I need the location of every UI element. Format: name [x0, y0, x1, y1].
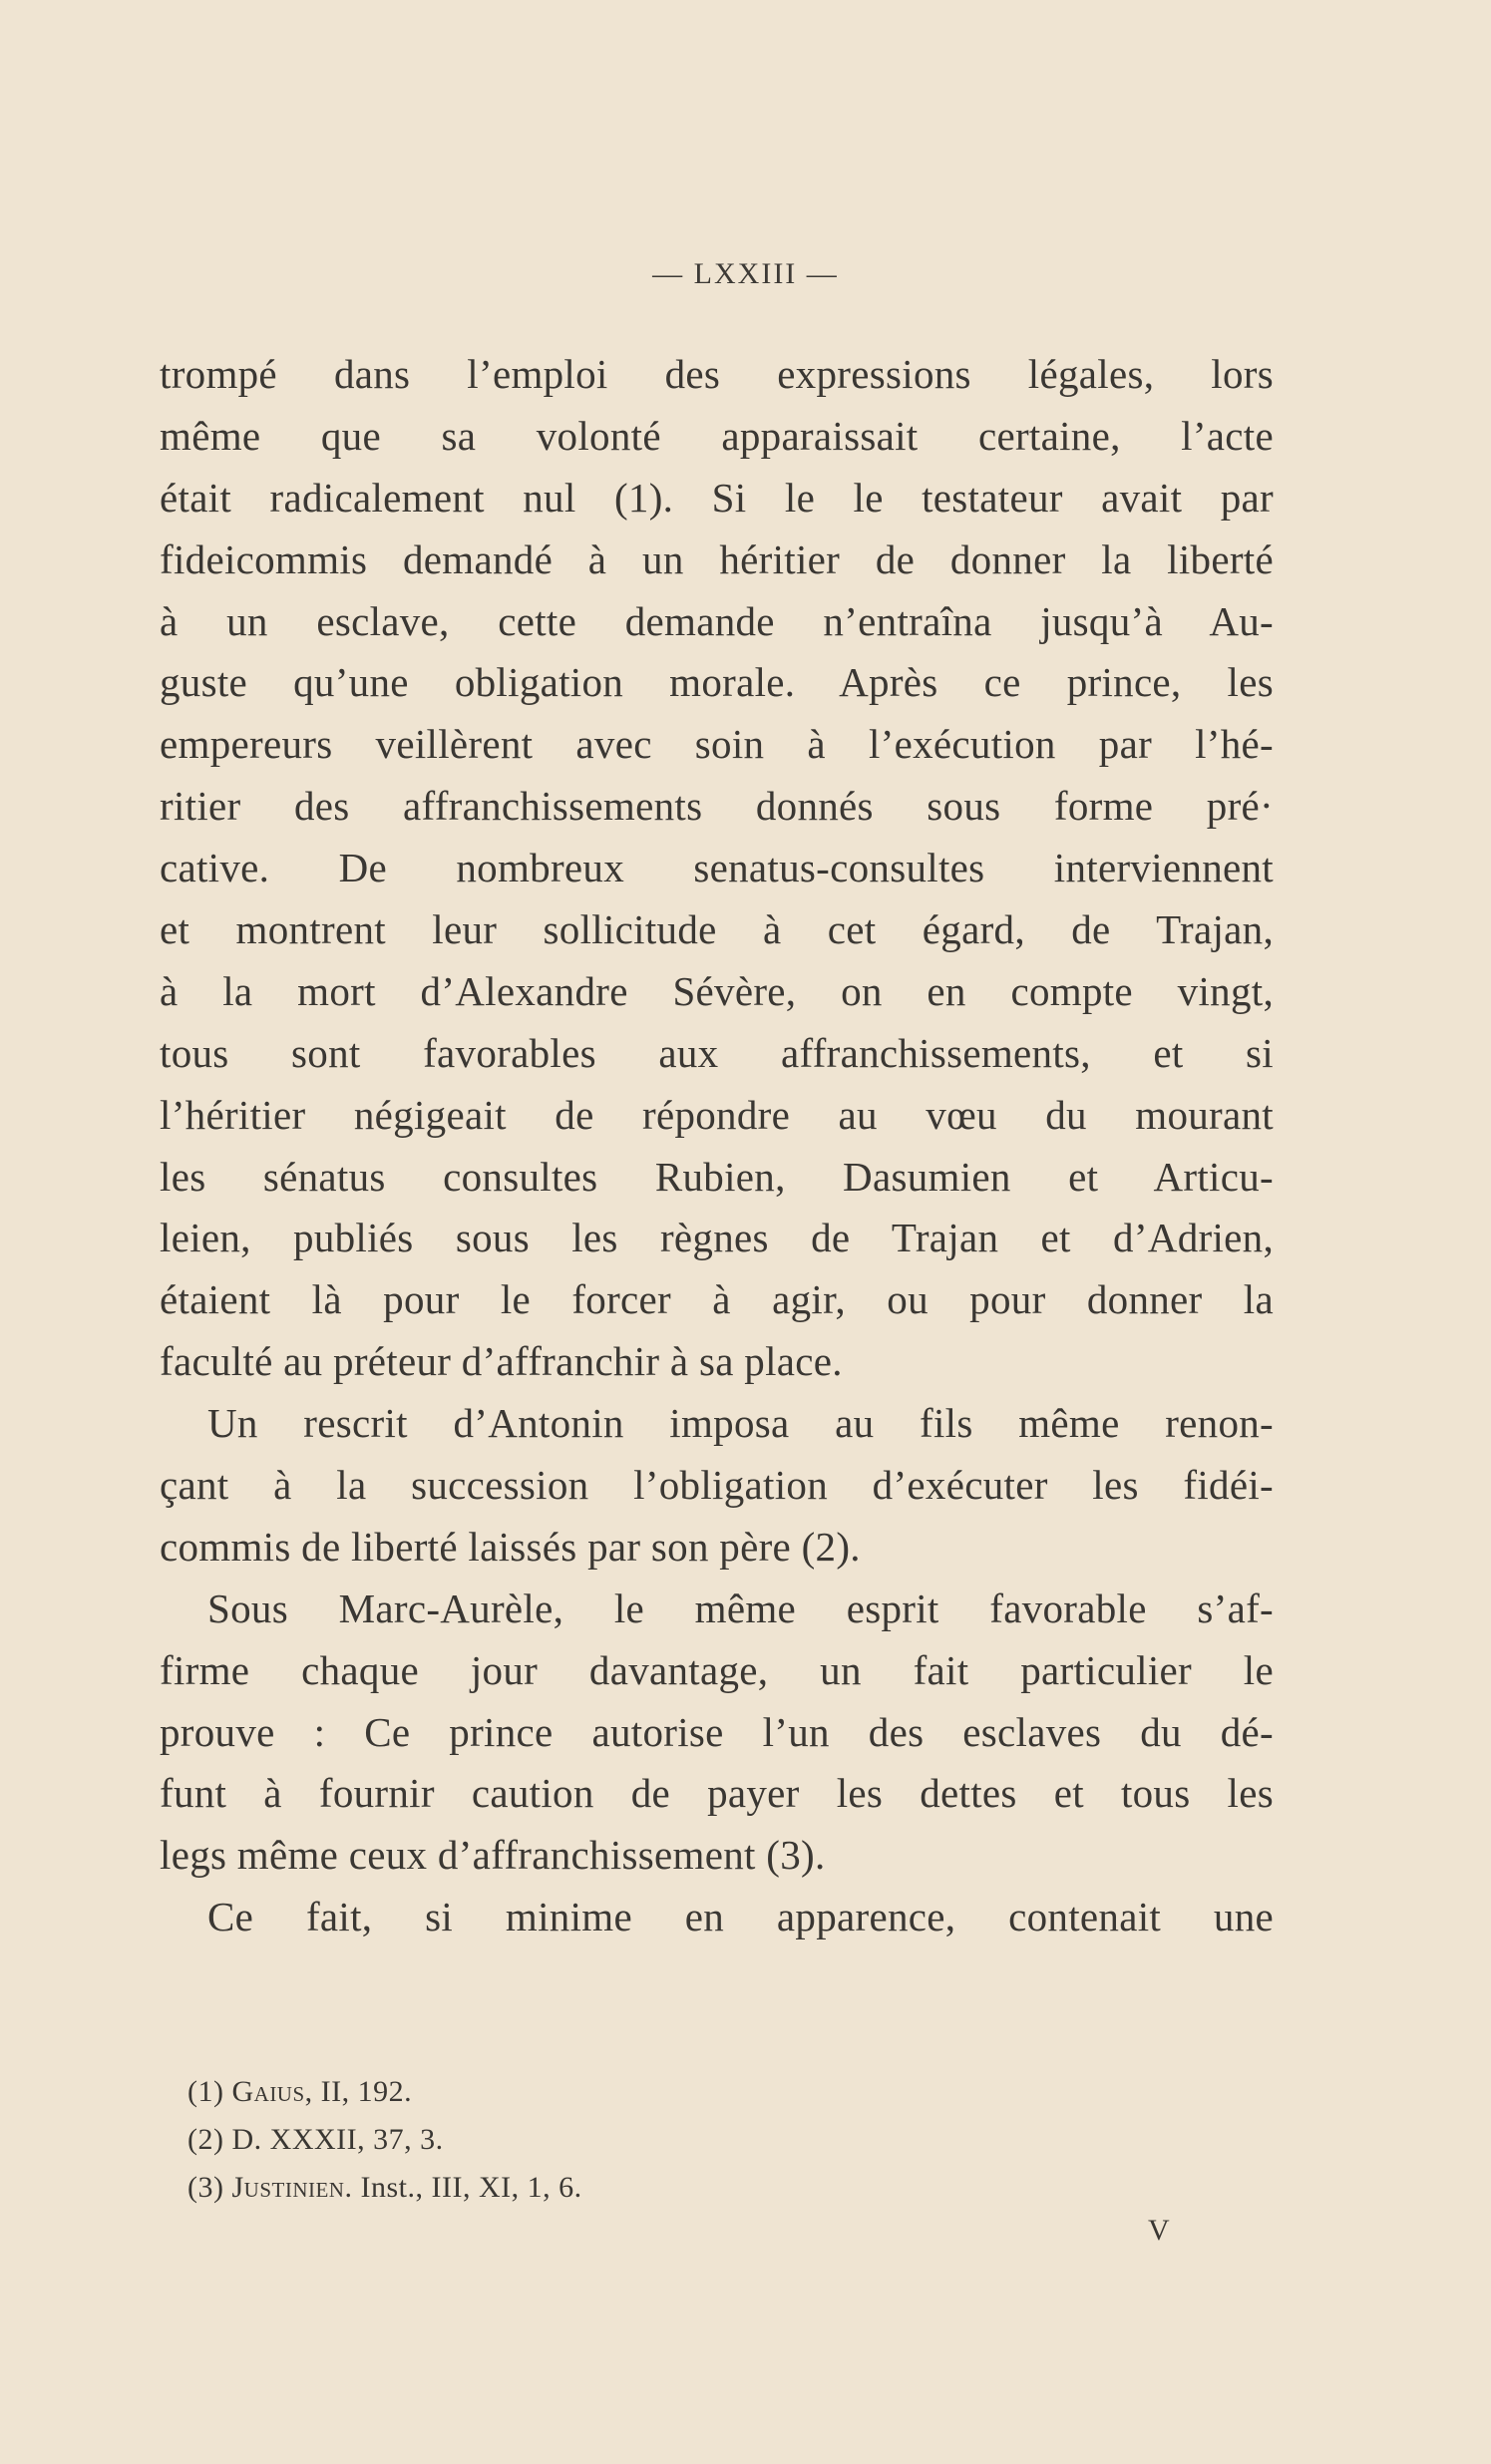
footnote	[187, 2164, 1085, 2212]
text-line: Un rescrit d’Antonin imposa au fils même renon-	[207, 1400, 1274, 1447]
text-line: çant à la succession l’obligation d’exécuter les fidéi-	[160, 1462, 1274, 1509]
footnote	[187, 2068, 1085, 2116]
text-line: à la mort d’Alexandre Sévère, on en compte vingt,	[160, 967, 1274, 1014]
text-line: tous sont favorables aux affranchissements, et si	[160, 1029, 1274, 1076]
text-line: les sénatus consultes Rubien, Dasumien et Articu-	[160, 1153, 1274, 1200]
text-line: et montrent leur sollicitude à cet égard, de Trajan,	[160, 906, 1274, 953]
footnote-reference: . Inst., III, XI, 1, 6.	[344, 2171, 582, 2204]
footnote-reference: D. XXXII, 37, 3.	[231, 2123, 444, 2156]
text-line: guste qu’une obligation morale. Après ce prince, les	[160, 659, 1274, 706]
footnotes	[187, 2068, 1085, 2212]
text-line: empereurs veillèrent avec soin à l’exécution par l’hé-	[160, 721, 1274, 768]
text-line: commis de liberté laissés par son père (2).	[160, 1523, 861, 1570]
footnote-author: Justinien	[231, 2171, 345, 2204]
text-line: faculté au préteur d’affranchir à sa place.	[160, 1338, 843, 1385]
text-line: trompé dans l’emploi des expressions légales, lors	[160, 351, 1274, 397]
text-line: Sous Marc-Aurèle, le même esprit favorable s’af-	[207, 1584, 1274, 1631]
footnote-mark: (2)	[187, 2123, 224, 2156]
text-line: ritier des affranchissements donnés sous forme pré·	[160, 783, 1274, 830]
running-head: — LXXIII —	[652, 257, 839, 290]
text-line: funt à fournir caution de payer les dettes et tous les	[160, 1770, 1274, 1817]
text-line: firme chaque jour davantage, un fait particulier le	[160, 1646, 1274, 1693]
text-line: même que sa volonté apparaissait certaine, l’acte	[160, 412, 1274, 459]
footnote-reference: , II, 192.	[304, 2075, 413, 2108]
text-line: fideicommis demandé à un héritier de donner la liberté	[160, 535, 1274, 582]
text-line: était radicalement nul (1). Si le le testateur avait par	[160, 474, 1274, 521]
text-line: Ce fait, si minime en apparence, contenait une	[207, 1894, 1274, 1940]
text-line: leien, publiés sous les règnes de Trajan et d’Adrien,	[160, 1215, 1274, 1261]
footnote-author: Gaius	[231, 2075, 305, 2108]
text-line: étaient là pour le forcer à agir, ou pour donner la	[160, 1276, 1274, 1323]
footnote-mark: (3)	[187, 2171, 224, 2204]
text-line: l’héritier négigeait de répondre au vœu du mourant	[160, 1091, 1274, 1138]
text-line: à un esclave, cette demande n’entraîna jusqu’à Au-	[160, 597, 1274, 644]
text-line: cative. De nombreux senatus-consultes interviennent	[160, 845, 1274, 891]
footnote-mark: (1)	[187, 2075, 224, 2108]
body-text	[160, 344, 1274, 1948]
footnote	[187, 2116, 1085, 2164]
text-line: prouve : Ce prince autorise l’un des esclaves du dé-	[160, 1708, 1274, 1755]
text-line: legs même ceux d’affranchissement (3).	[160, 1832, 826, 1879]
signature-mark: V	[1148, 2214, 1170, 2247]
